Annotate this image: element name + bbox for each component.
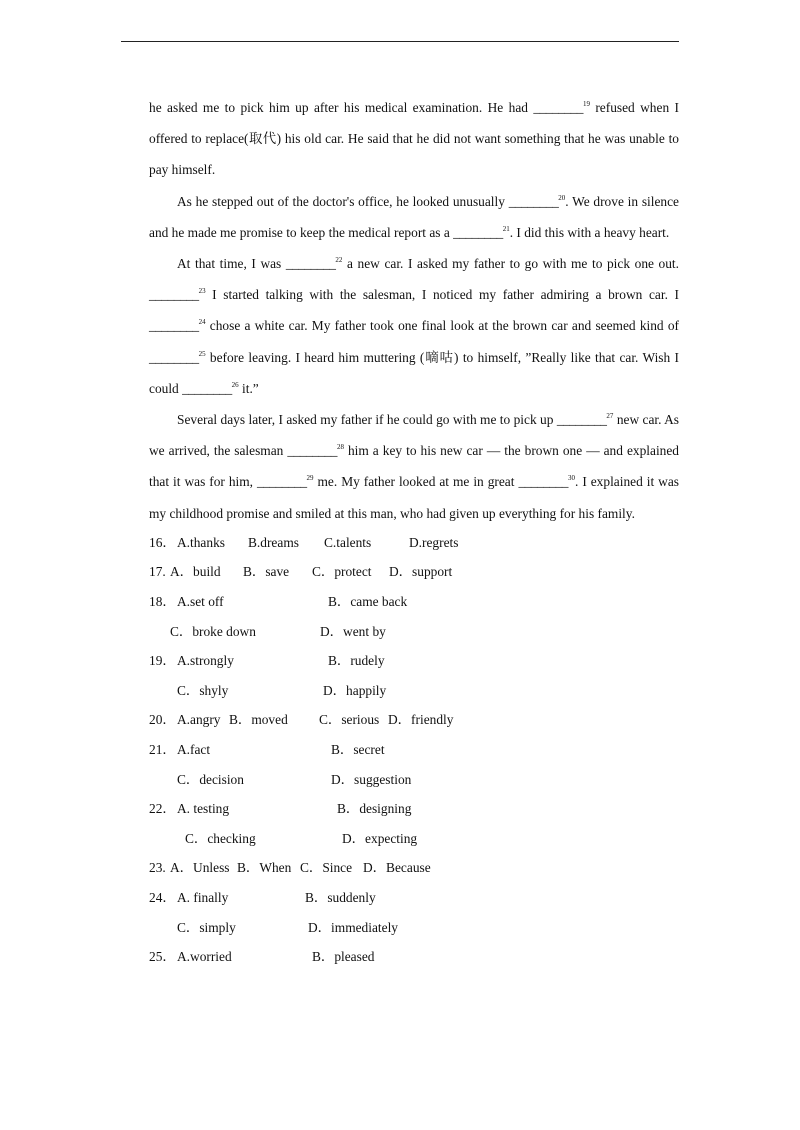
blank-30: ________ xyxy=(518,474,568,490)
option-a: A.thanks xyxy=(177,534,225,550)
question-24 xyxy=(149,883,679,913)
option-d: D．expecting xyxy=(342,830,418,846)
option-d: D．went by xyxy=(320,623,386,639)
blank-number: 21 xyxy=(502,224,510,233)
question-number: 20． xyxy=(149,712,176,728)
question-number: 24． xyxy=(149,889,176,905)
blank-number: 23 xyxy=(198,287,206,296)
blank-number: 19 xyxy=(582,100,590,108)
question-23 xyxy=(149,853,679,883)
option-b: B．suddenly xyxy=(305,889,376,905)
option-b: B．came back xyxy=(328,594,408,610)
passage-paragraph-1 xyxy=(149,92,679,186)
blank-number: 26 xyxy=(231,380,239,389)
option-d: D.regrets xyxy=(409,534,459,550)
blank-24: ________ xyxy=(149,318,199,334)
option-c: C．protect xyxy=(312,564,372,580)
passage-text: him a key to his new car — the brown one — and explained that it was for him, xyxy=(149,443,679,490)
passage-text: new car. As we arrived, the salesman xyxy=(149,412,680,459)
passage-text: . I explained it was my childhood promise and smiled at this man, who had given up everything for his family. xyxy=(149,474,679,521)
passage-text: I started talking with the salesman, I noticed my father admiring a brown car. I xyxy=(205,287,679,303)
blank-20: ________ xyxy=(508,193,559,209)
passage-paragraph-3 xyxy=(149,248,679,404)
blank-19: ________ xyxy=(533,100,583,115)
option-b: B．save xyxy=(243,564,290,580)
passage-paragraph-4 xyxy=(149,404,679,529)
question-number: 23. xyxy=(149,860,166,876)
question-number: 21． xyxy=(149,742,176,757)
option-b: B．When xyxy=(237,860,292,876)
question-25 xyxy=(149,942,679,972)
option-a: A．build xyxy=(170,564,221,580)
option-a: A.worried xyxy=(177,949,232,965)
option-c: C．checking xyxy=(185,830,256,846)
blank-28: ________ xyxy=(287,443,337,459)
blank-number: 22 xyxy=(335,256,343,265)
option-b: B.dreams xyxy=(248,534,299,550)
question-21 xyxy=(149,735,679,765)
option-b: B．moved xyxy=(229,712,288,728)
blank-27: ________ xyxy=(556,412,607,428)
option-c: C．broke down xyxy=(170,623,256,639)
passage-text: before leaving. I heard him muttering (嘀咕) to himself, ”Really like that car. Wish I could xyxy=(149,349,679,396)
question-list xyxy=(149,528,679,972)
question-number: 16． xyxy=(149,534,176,550)
option-a: A. finally xyxy=(177,889,229,905)
blank-number: 20 xyxy=(558,193,566,202)
passage-text: . I did this with a heavy heart. xyxy=(509,224,670,240)
option-a: A.angry xyxy=(177,712,221,728)
blank-number: 30 xyxy=(568,474,575,483)
question-number: 19． xyxy=(149,653,176,669)
option-c: C．Since xyxy=(300,860,353,876)
option-b: B．pleased xyxy=(312,949,375,965)
option-d: D．friendly xyxy=(388,712,454,728)
question-16 xyxy=(149,528,679,558)
blank-number: 25 xyxy=(198,349,206,358)
passage-text: he asked me to pick him up after his medical examination. He had xyxy=(149,100,534,115)
blank-22: ________ xyxy=(285,256,336,272)
blank-29: ________ xyxy=(256,474,307,490)
question-number: 25． xyxy=(149,949,176,965)
question-19 xyxy=(149,646,679,676)
question-19-continued xyxy=(149,676,679,706)
blank-number: 29 xyxy=(306,474,314,483)
passage-text: As he stepped out of the doctor's office, he looked unusually xyxy=(177,193,509,209)
question-22-continued xyxy=(149,824,679,854)
passage-text: refused when I offered to replace(取代) his old car. He said that he did not want something that he was unable to pay himself. xyxy=(149,100,680,178)
question-17 xyxy=(149,557,679,587)
passage-text: a new car. I asked my father to go with me to pick one out. xyxy=(342,256,680,272)
question-21-continued xyxy=(149,765,679,795)
option-c: C．simply xyxy=(177,919,236,935)
option-b: B．designing xyxy=(337,801,412,817)
blank-number: 28 xyxy=(336,443,344,452)
option-d: D．suggestion xyxy=(331,771,412,787)
blank-21: ________ xyxy=(453,224,503,240)
option-d: D．happily xyxy=(323,682,387,698)
option-b: B．rudely xyxy=(328,653,385,669)
option-a: A.fact xyxy=(177,742,211,757)
blank-number: 24 xyxy=(198,318,206,327)
passage-text: Several days later, I asked my father if he could go with me to pick up xyxy=(177,412,557,428)
blank-26: ________ xyxy=(182,380,232,396)
question-number: 18． xyxy=(149,594,176,610)
question-22 xyxy=(149,794,679,824)
option-a: A. testing xyxy=(177,801,230,817)
option-c: C.talents xyxy=(324,534,372,550)
option-c: C．shyly xyxy=(177,682,229,698)
option-d: D．immediately xyxy=(308,919,398,935)
option-d: D．support xyxy=(389,564,453,580)
passage-text: chose a white car. My father took one final look at the brown car and seemed kind of xyxy=(205,318,679,334)
passage-paragraph-2 xyxy=(149,186,679,248)
blank-23: ________ xyxy=(149,287,199,303)
passage-text: me. My father looked at me in great xyxy=(313,474,519,490)
question-number: 17. xyxy=(149,564,166,580)
option-c: C．decision xyxy=(177,771,244,787)
option-c: C．serious xyxy=(319,712,380,728)
passage-text: . We drove in silence and he made me promise to keep the medical report as a xyxy=(149,193,679,240)
option-d: D．Because xyxy=(363,860,431,876)
question-18 xyxy=(149,587,679,617)
question-18-continued xyxy=(149,617,679,647)
document-body xyxy=(149,92,679,972)
header-rule xyxy=(121,41,679,42)
option-b: B．secret xyxy=(331,742,385,757)
passage-text: At that time, I was xyxy=(177,256,286,272)
blank-25: ________ xyxy=(149,349,199,365)
blank-number: 27 xyxy=(606,412,614,421)
question-24-continued xyxy=(149,913,679,943)
question-20 xyxy=(149,705,679,735)
option-a: A.strongly xyxy=(177,653,234,669)
question-number: 22． xyxy=(149,801,176,817)
option-a: A.set off xyxy=(177,594,224,610)
passage-text: it.” xyxy=(238,380,259,396)
option-a: A．Unless xyxy=(170,860,230,876)
